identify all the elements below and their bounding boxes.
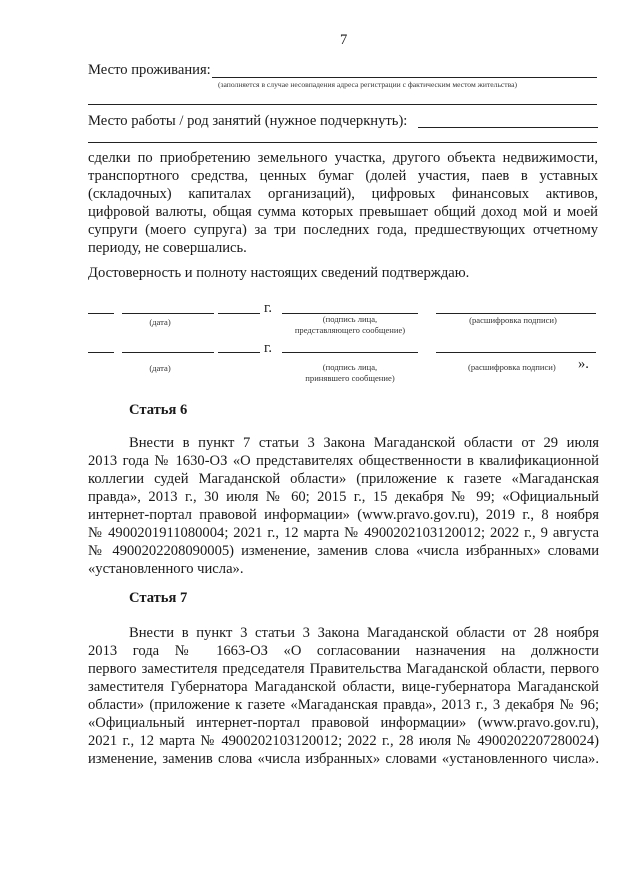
article-6-line: № 4900201911080004; 2021 г., 12 марта № 4900202103120012; 2022 г., 9 августа bbox=[88, 525, 599, 541]
article-6-line: 2013 года № 1630-ОЗ «О представителях общественности в квалификационной bbox=[88, 453, 599, 469]
confirmation-text: Достоверность и полноту настоящих сведений подтверждаю. bbox=[88, 265, 470, 281]
decode-caption: (расшифровка подписи) bbox=[468, 362, 556, 372]
article-7-line: «Официальный интернет-портал правовой информации» (www.pravo.gov.ru), bbox=[88, 715, 599, 731]
work-line bbox=[418, 127, 598, 128]
signature-caption: (подпись лица, bbox=[322, 314, 378, 324]
article-6-line: интернет-портал правовой информации» (www.pravo.gov.ru), 2019 г., 8 ноября bbox=[88, 507, 599, 523]
statement-line: (складочных) капиталах организаций), цифровых финансовых активов, bbox=[88, 186, 598, 202]
decode-caption: (расшифровка подписи) bbox=[469, 315, 557, 325]
closing-quote: ». bbox=[578, 356, 589, 372]
page-number: 7 bbox=[340, 32, 348, 48]
date-caption: (дата) bbox=[149, 363, 171, 373]
article-7-line: первого заместителя председателя Правительства Магаданской области, первого bbox=[88, 661, 599, 677]
year-suffix: г. bbox=[264, 300, 272, 316]
article-7-line: Внести в пункт 3 статьи 3 Закона Магаданской области от 28 ноября bbox=[129, 625, 599, 641]
statement-line: цифровой валюты, общая сумма которых превышает общий доход мой и моей bbox=[88, 204, 598, 220]
decode-line bbox=[436, 352, 596, 353]
article-7-line: изменение, заменив слова «числа избранных» словами «установленного числа». bbox=[88, 751, 599, 767]
year-suffix: г. bbox=[264, 340, 272, 356]
signature-caption: представляющего сообщение) bbox=[294, 325, 406, 335]
statement-line: супруги (моего супруга) за три последних года, предшествующих отчетному bbox=[88, 222, 598, 238]
decode-line bbox=[436, 313, 596, 314]
article-6-line: коллегии судей Магаданской области» (приложение к газете «Магаданская bbox=[88, 471, 599, 487]
article-7-line: 2021 г., 12 марта № 4900202103120012; 2022 г., 28 июля № 4900202207280024) bbox=[88, 733, 599, 749]
statement-line: периоду, не совершались. bbox=[88, 240, 247, 256]
residence-note: (заполняется в случае несовпадения адреса регистрации с фактическим местом жительства) bbox=[218, 80, 517, 89]
article-6-line: Внести в пункт 7 статьи 3 Закона Магаданской области от 29 июля bbox=[129, 435, 599, 451]
article-6-line: № 4900202208090005) изменение, заменив слова «числа избранных» словами bbox=[88, 543, 599, 559]
signature-line bbox=[282, 352, 418, 353]
article-7-line: области» (приложение к газете «Магаданская правда», 2013 г., 3 декабря № 96; bbox=[88, 697, 599, 713]
article-6-heading: Статья 6 bbox=[129, 402, 188, 418]
date-caption: (дата) bbox=[149, 317, 171, 327]
date-line bbox=[88, 352, 114, 353]
date-line bbox=[122, 313, 214, 314]
date-line bbox=[218, 313, 260, 314]
residence-line bbox=[212, 77, 597, 78]
work-label: Место работы / род занятий (нужное подчеркнуть): bbox=[88, 113, 408, 129]
signature-caption: (подпись лица, bbox=[322, 362, 378, 372]
article-6-line: «установленного числа». bbox=[88, 561, 244, 577]
statement-line: транспортного средства, ценных бумаг (долей участия, паев в уставных bbox=[88, 168, 598, 184]
statement-line: сделки по приобретению земельного участка, другого объекта недвижимости, bbox=[88, 150, 598, 166]
residence-line-2 bbox=[88, 104, 597, 105]
work-line-2 bbox=[88, 142, 597, 143]
article-7-line: заместителя Губернатора Магаданской области, вице-губернатора Магаданской bbox=[88, 679, 599, 695]
article-6-line: правда», 2013 г., 30 июля № 60; 2015 г., 15 декабря № 99; «Официальный bbox=[88, 489, 599, 505]
date-line bbox=[122, 352, 214, 353]
date-line bbox=[88, 313, 114, 314]
residence-label: Место проживания: bbox=[88, 62, 211, 78]
article-7-line: 2013 года № 1663-ОЗ «О согласовании назначения на должности bbox=[88, 643, 599, 659]
article-7-heading: Статья 7 bbox=[129, 590, 188, 606]
date-line bbox=[218, 352, 260, 353]
signature-caption: принявшего сообщение) bbox=[305, 373, 395, 383]
